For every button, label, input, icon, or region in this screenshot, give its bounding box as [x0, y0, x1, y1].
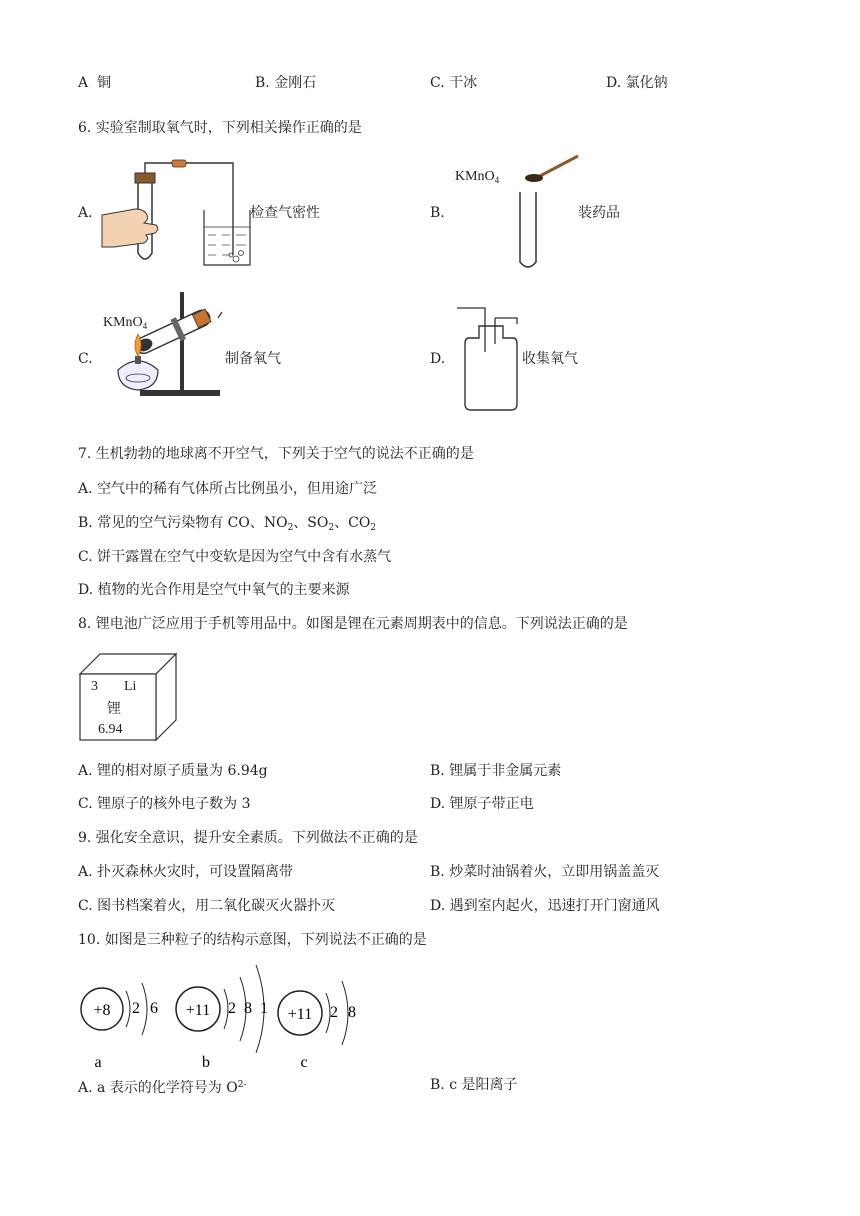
particle-b-nucleus: +11 [185, 1002, 211, 1019]
q6-a-letter: A. [78, 205, 93, 221]
particle-c-label: c [300, 1054, 308, 1071]
q7-stem: 7. 生机勃勃的地球离不开空气，下列关于空气的说法不正确的是 [78, 446, 474, 462]
q6-b-reagent: KMnO$_4$ [455, 169, 500, 185]
particle-a-nucleus: +8 [93, 1002, 111, 1019]
q10-stem: 10. 如图是三种粒子的结构示意图，下列说法不正确的是 [78, 932, 427, 948]
particle-c-shell-2: 8 [348, 1004, 356, 1021]
particle-c-shell-1: 2 [330, 1004, 338, 1021]
q10-option-a: A. a 表示的化学符号为 $O^{2-}$ [78, 1080, 247, 1096]
prepare-oxygen-figure [100, 290, 230, 400]
q5-option-a: A 铜 [78, 75, 112, 91]
q5-option-d: D. 氯化钠 [606, 75, 668, 91]
q7-option-c: C. 饼干露置在空气中变软是因为空气中含有水蒸气 [78, 549, 392, 565]
q7-option-d: D. 植物的光合作用是空气中氧气的主要来源 [78, 582, 350, 598]
q6-c-letter: C. [78, 351, 93, 367]
q8-option-a: A. 锂的相对原子质量为 6.94g [78, 763, 268, 779]
q5-option-c: C. 干冰 [430, 75, 478, 91]
load-reagent-figure [510, 152, 582, 272]
particle-b-label: b [202, 1054, 210, 1071]
particle-a [81, 983, 158, 1071]
q10-option-b: B. c 是阳离子 [430, 1077, 518, 1093]
element-atomic-number: 3 [91, 679, 98, 694]
particle-a-label: a [94, 1054, 102, 1071]
airtight-check-figure [100, 155, 255, 267]
q5-option-b: B. 金刚石 [255, 75, 317, 91]
q8-option-d: D. 锂原子带正电 [430, 796, 534, 812]
particle-b-shell-2: 8 [244, 1000, 252, 1017]
q6-d-caption: 收集氧气 [522, 351, 578, 367]
q8-stem: 8. 锂电池广泛应用于手机等用品中。如图是锂在元素周期表中的信息。下列说法正确的是 [78, 616, 628, 632]
particle-structure-diagrams [76, 955, 376, 1075]
q9-option-d: D. 遇到室内起火，迅速打开门窗通风 [430, 898, 660, 914]
particle-a-shell-1: 2 [132, 1000, 140, 1017]
q9-option-a: A. 扑灭森林火灾时，可设置隔离带 [78, 864, 294, 880]
q8-option-c: C. 锂原子的核外电子数为 3 [78, 796, 251, 812]
q6-a-caption: 检查气密性 [250, 205, 320, 221]
q6-b-letter: B. [430, 205, 445, 221]
particle-b [176, 965, 268, 1071]
lithium-element-cell [78, 652, 178, 742]
particle-b-shell-1: 2 [228, 1000, 236, 1017]
collect-oxygen-figure [455, 304, 525, 412]
element-symbol: Li [124, 679, 137, 694]
q6-c-reagent: KMnO$_4$ [103, 315, 148, 331]
q6-b-caption: 装药品 [578, 205, 620, 221]
q9-stem: 9. 强化安全意识，提升安全素质。下列做法不正确的是 [78, 830, 418, 846]
q7-option-b: B. 常见的空气污染物有 CO、$NO_2$、$SO_2$、$CO_2$ [78, 515, 377, 533]
particle-c [278, 981, 356, 1071]
particle-c-nucleus: +11 [287, 1006, 313, 1023]
element-mass: 6.94 [98, 722, 123, 737]
q9-option-c: C. 图书档案着火，用二氧化碳灭火器扑灭 [78, 898, 336, 914]
q6-stem: 6. 实验室制取氧气时，下列相关操作正确的是 [78, 120, 362, 136]
particle-b-shell-3: 1 [260, 1000, 268, 1017]
element-name: 锂 [107, 701, 121, 717]
particle-a-shell-2: 6 [150, 1000, 158, 1017]
q7-option-a: A. 空气中的稀有气体所占比例虽小，但用途广泛 [78, 481, 378, 497]
q6-c-caption: 制备氧气 [225, 351, 281, 367]
q6-d-letter: D. [430, 351, 446, 367]
q8-option-b: B. 锂属于非金属元素 [430, 763, 562, 779]
q9-option-b: B. 炒菜时油锅着火，立即用锅盖盖灭 [430, 864, 660, 880]
